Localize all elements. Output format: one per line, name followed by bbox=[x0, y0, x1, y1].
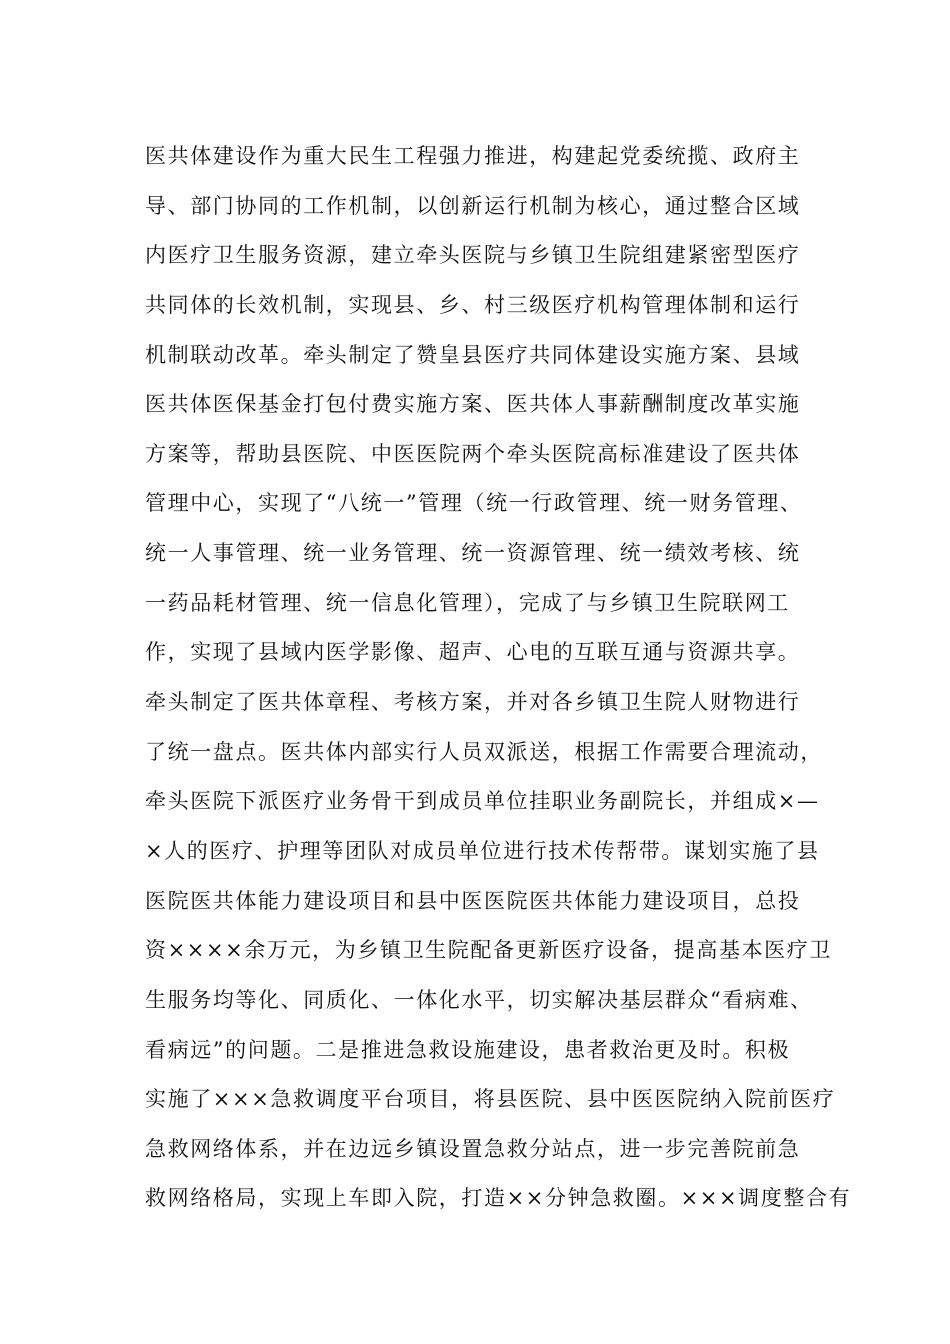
text-line: 机制联动改革。牵头制定了赞皇县医疗共同体建设实施方案、县域 bbox=[145, 342, 801, 367]
text-line: 看病远”的问题。二是推进急救设施建设，患者救治更及时。积极 bbox=[145, 1037, 791, 1062]
text-line: 资××××余万元，为乡镇卫生院配备更新医疗设备，提高基本医疗卫 bbox=[145, 938, 832, 963]
document-body bbox=[145, 132, 852, 1224]
text-line: 牵头医院下派医疗业务骨干到成员单位挂职业务副院长，并组成×— bbox=[145, 789, 820, 814]
text-line: 实施了×××急救调度平台项目，将县医院、县中医医院纳入院前医疗 bbox=[145, 1087, 836, 1112]
text-line: 牵头制定了医共体章程、考核方案，并对各乡镇卫生院人财物进行 bbox=[145, 690, 801, 715]
text-line: ×人的医疗、护理等团队对成员单位进行技术传帮带。谋划实施了县 bbox=[145, 838, 820, 863]
text-line: 生服务均等化、同质化、一体化水平，切实解决基层群众“看病难、 bbox=[145, 987, 813, 1012]
text-line: 医院医共体能力建设项目和县中医医院医共体能力建设项目，总投 bbox=[145, 888, 801, 913]
text-line: 医共体建设作为重大民生工程强力推进，构建起党委统揽、政府主 bbox=[145, 144, 801, 168]
text-line: 急救网络体系，并在边远乡镇设置急救分站点，进一步完善院前急 bbox=[145, 1136, 801, 1161]
text-line: 共同体的长效机制，实现县、乡、村三级医疗机构管理体制和运行 bbox=[145, 292, 801, 317]
text-line: 作，实现了县域内医学影像、超声、心电的互联互通与资源共享。 bbox=[145, 640, 801, 665]
text-line: 救网络格局，实现上车即入院，打造××分钟急救圈。×××调度整合有 bbox=[145, 1186, 852, 1211]
text-line: 统一人事管理、统一业务管理、统一资源管理、统一绩效考核、统 bbox=[145, 541, 801, 566]
text-line: 管理中心，实现了“八统一”管理（统一行政管理、统一财务管理、 bbox=[145, 491, 803, 516]
text-line: 医共体医保基金打包付费实施方案、医共体人事薪酬制度改革实施 bbox=[145, 392, 801, 417]
text-line: 方案等，帮助县医院、中医医院两个牵头医院高标准建设了医共体 bbox=[145, 441, 801, 466]
text-line: 内医疗卫生服务资源，建立牵头医院与乡镇卫生院组建紧密型医疗 bbox=[145, 243, 801, 268]
text-line: 导、部门协同的工作机制，以创新运行机制为核心，通过整合区域 bbox=[145, 193, 801, 218]
text-line: 了统一盘点。医共体内部实行人员双派送，根据工作需要合理流动， bbox=[145, 739, 823, 764]
text-line: 一药品耗材管理、统一信息化管理），完成了与乡镇卫生院联网工 bbox=[145, 590, 790, 615]
